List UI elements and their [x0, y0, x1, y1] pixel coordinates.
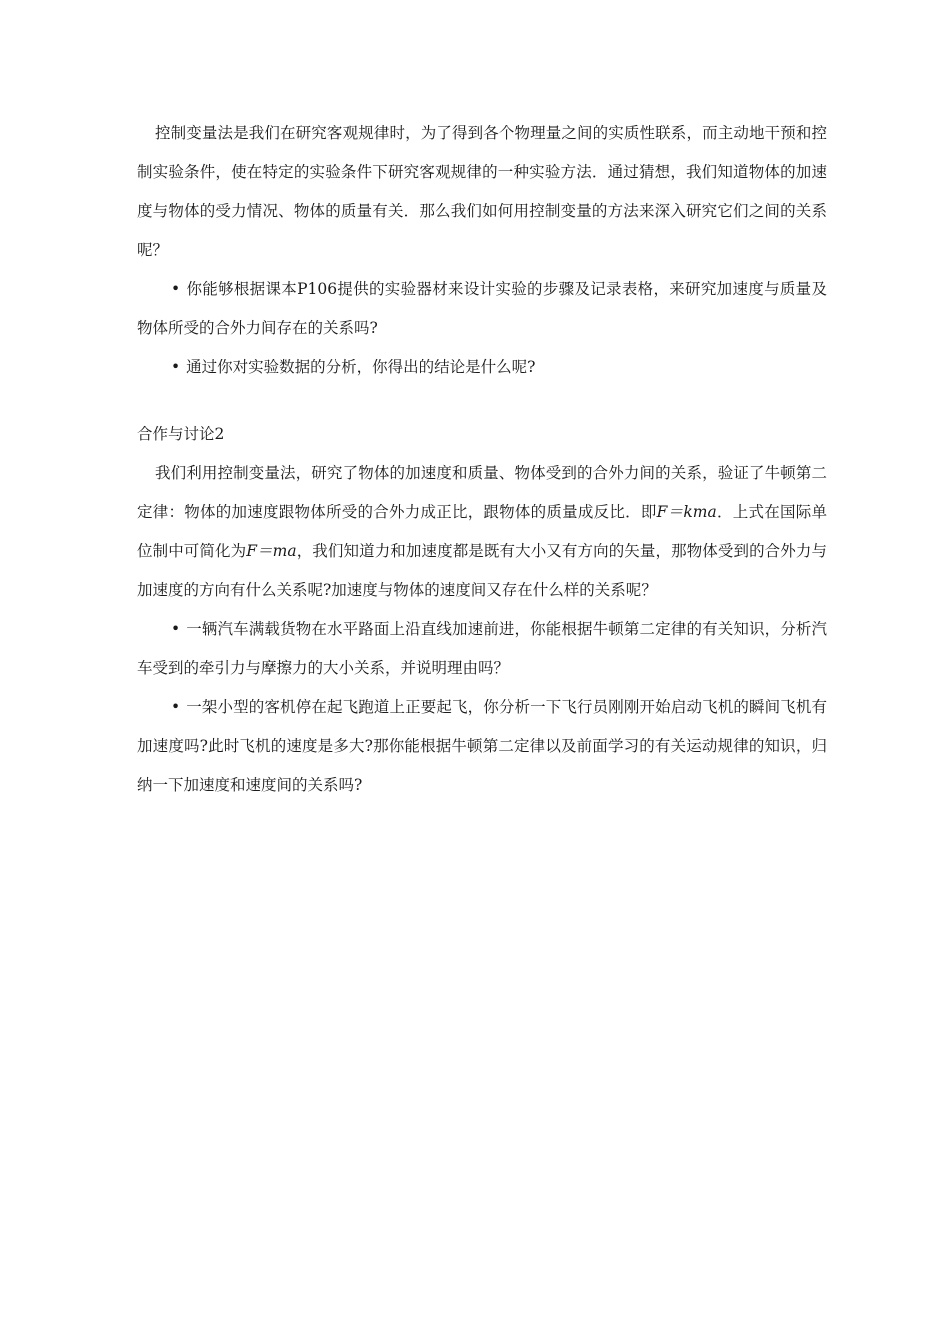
section-heading: 合作与讨论2 [137, 425, 225, 443]
paragraph-text: ，我们知道力和加速度都是既有大小又有方向的矢量，那物体受到的合外力与加速度的方向有什么关系呢?加速度与物体的速度间又存在什么样的关系呢？ [137, 542, 827, 599]
intro-bullet-1 [137, 270, 827, 348]
formula-f-ma: F＝ma [246, 542, 297, 560]
formula-f-kma: F＝kma [656, 503, 717, 521]
section2-bullet-2 [137, 688, 827, 805]
paragraph-text: ．上式在国际单位制中可简化为 [137, 503, 827, 560]
bullet-dot: • [171, 280, 181, 298]
paragraph-text: 我们利用控制变量法，研究了物体的加速度和质量、物体受到的合外力间的关系，验证了牛顿第二定律：物体的加速度跟物体所受的合外力成正比，跟物体的质量成反比．即 [137, 464, 827, 521]
bullet-text: 你能够根据课本P106提供的实验器材来设计实验的步骤及记录表格，来研究加速度与质量及物体所受的合外力间存在的关系吗? [137, 280, 827, 337]
document-page [137, 114, 827, 805]
bullet-dot: • [171, 358, 181, 376]
section2-paragraph [137, 454, 827, 610]
bullet-dot: • [171, 698, 181, 716]
intro-paragraph: 控制变量法是我们在研究客观规律时，为了得到各个物理量之间的实质性联系，而主动地干预和控制实验条件，使在特定的实验条件下研究客观规律的一种实验方法．通过猜想，我们知道物体的加速度与物体的受力情况、物体的质量有关．那么我们如何用控制变量的方法来深入研究它们之间的关系呢？ [137, 124, 827, 259]
bullet-text: 一架小型的客机停在起飞跑道上正要起飞，你分析一下飞行员刚刚开始启动飞机的瞬间飞机有加速度吗?此时飞机的速度是多大?那你能根据牛顿第二定律以及前面学习的有关运动规律的知识，归纳一下加速度和速度间的关系吗? [137, 698, 827, 794]
bullet-dot: • [171, 620, 181, 638]
intro-bullet-2 [137, 348, 827, 387]
bullet-text: 一辆汽车满载货物在水平路面上沿直线加速前进，你能根据牛顿第二定律的有关知识，分析汽车受到的牵引力与摩擦力的大小关系，并说明理由吗？ [137, 620, 827, 677]
section2-bullet-1 [137, 610, 827, 688]
bullet-text: 通过你对实验数据的分析，你得出的结论是什么呢? [186, 358, 536, 376]
